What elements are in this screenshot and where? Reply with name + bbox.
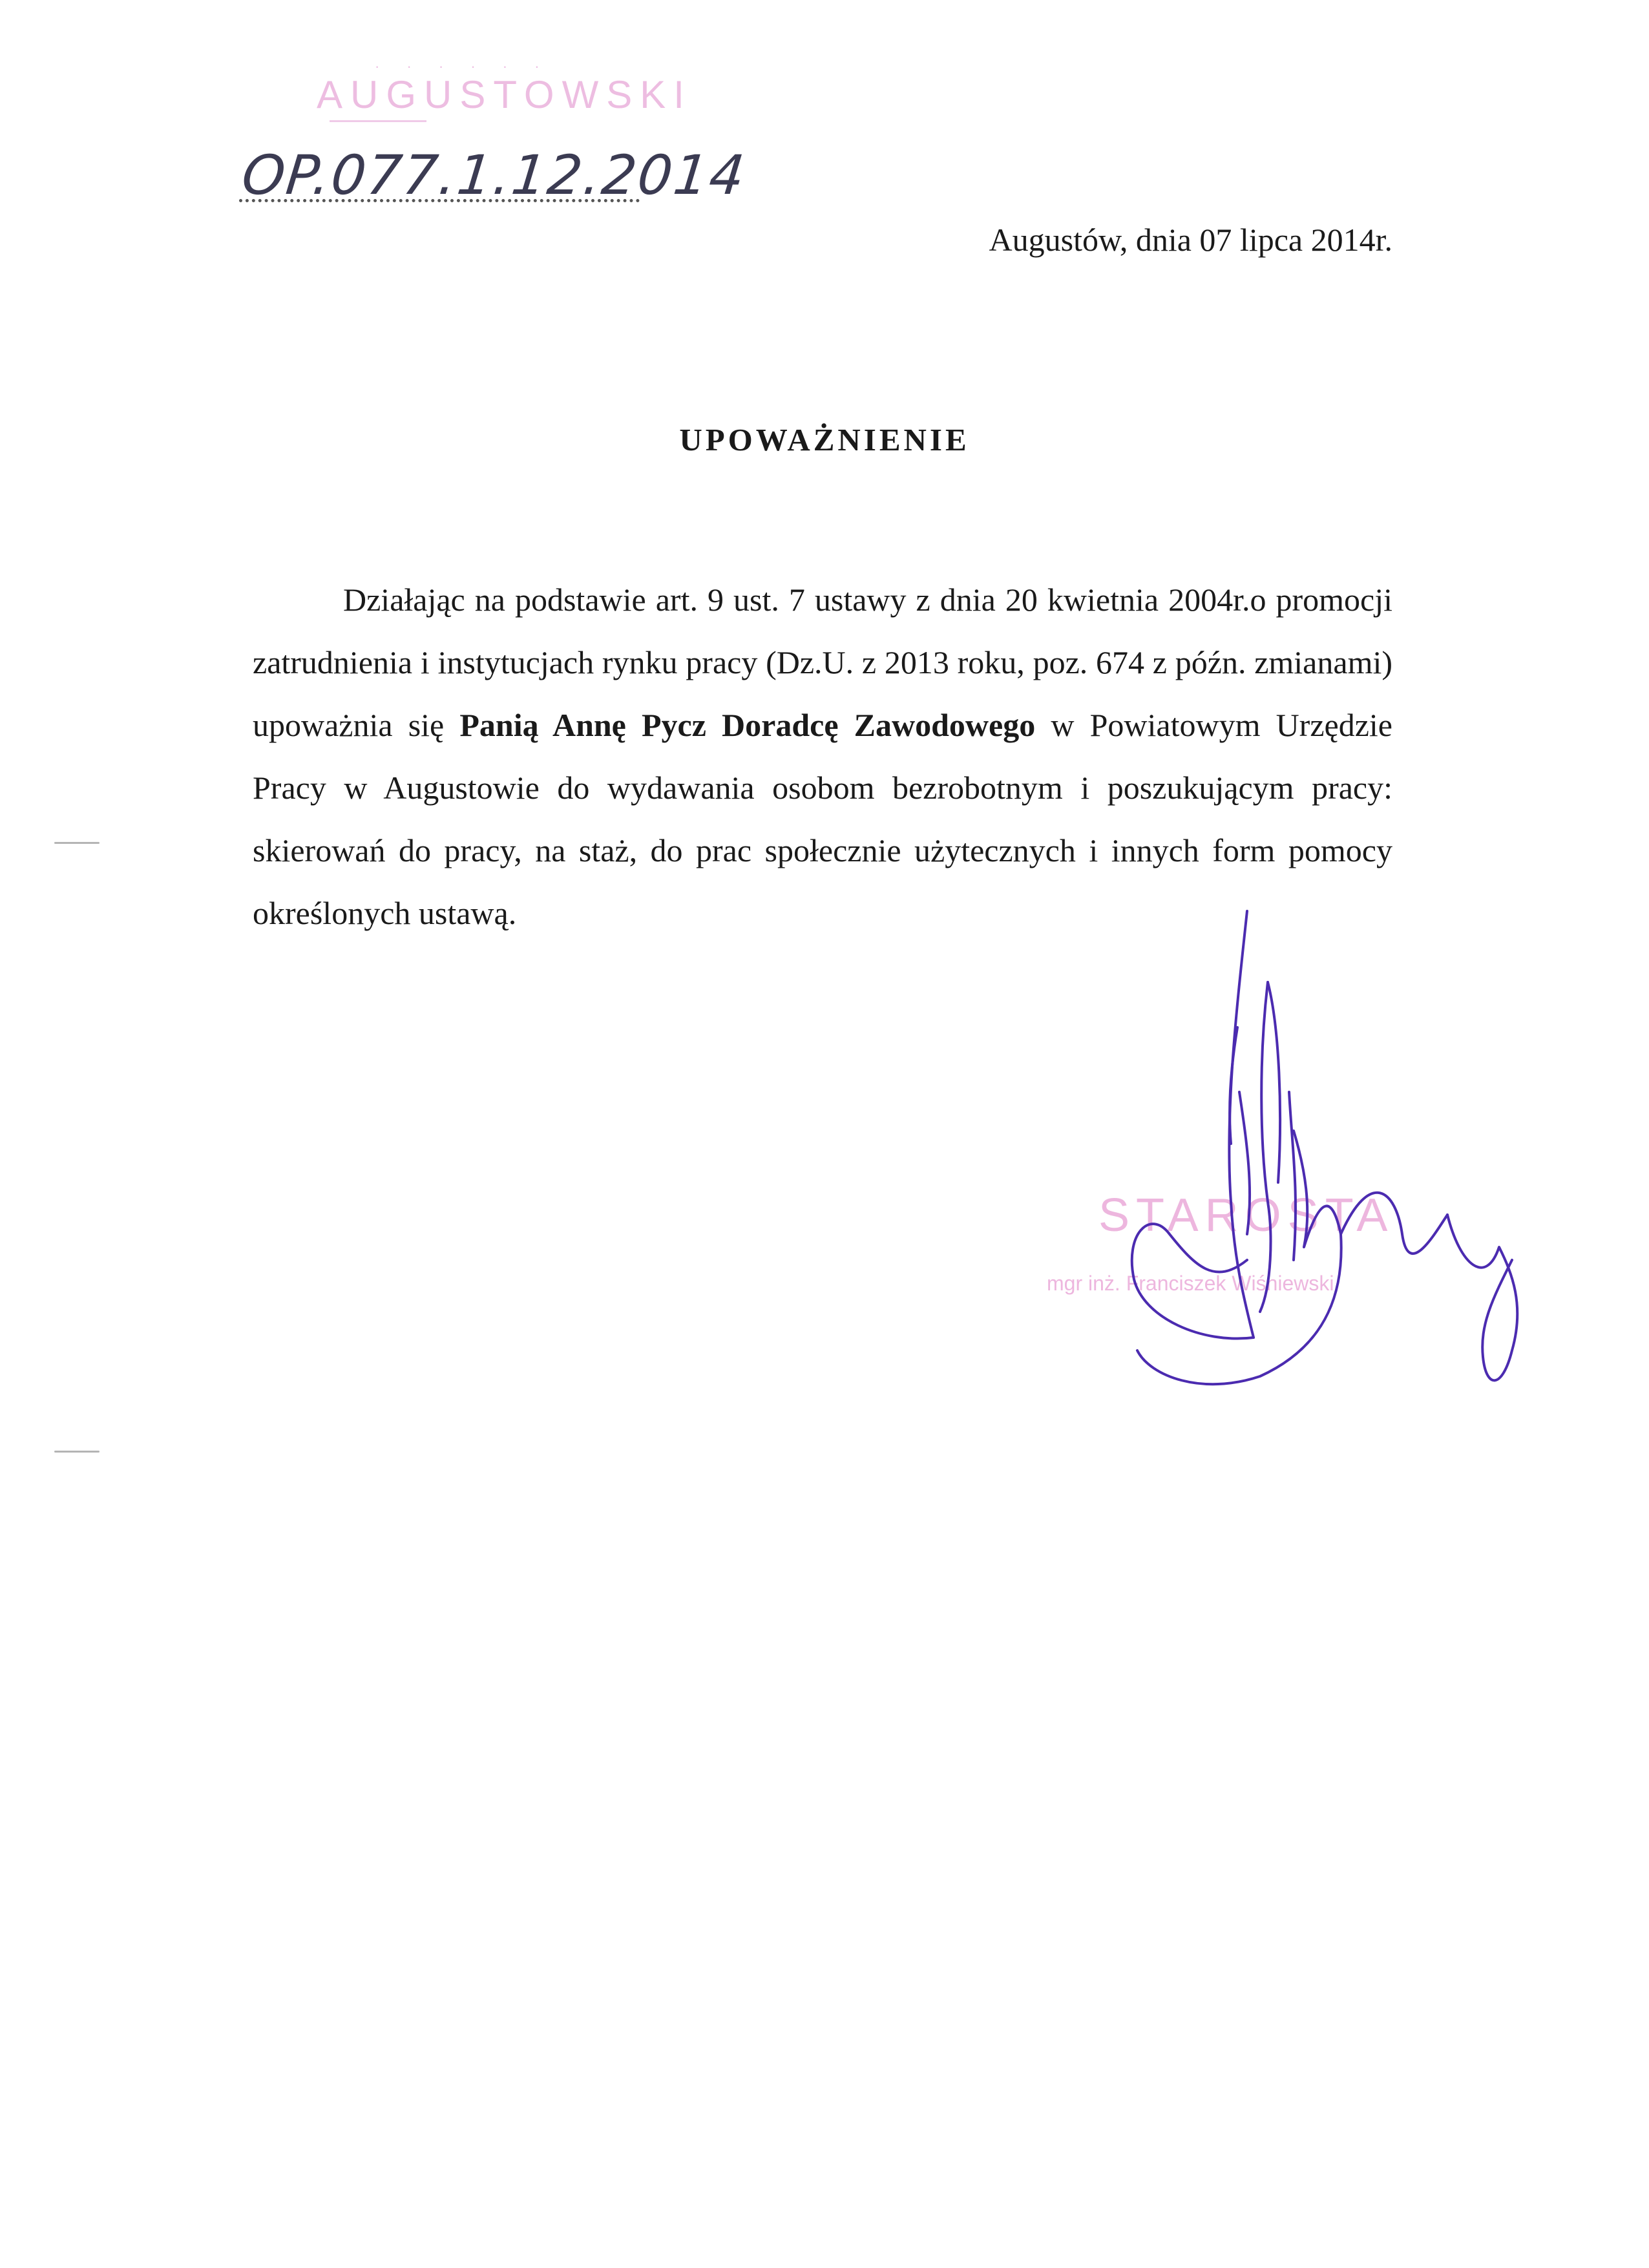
office-stamp-underline — [330, 120, 426, 122]
body-text-part2: w Powiatowym Urzędzie Pracy w Augustowie do wydawania osobom bezrobotnym i poszukującym pracy: skierowań do pracy, na staż, do prac społecznie użytecznych i innych form pomocy określonych ustawą. — [253, 707, 1392, 931]
office-stamp-name: AUGUSTOWSKI — [317, 73, 692, 116]
reference-dotted-line — [239, 199, 640, 202]
handwritten-signature — [1098, 898, 1564, 1402]
body-paragraph — [253, 569, 1392, 945]
signature-stamp-role: STAROSTA — [1098, 1190, 1394, 1241]
document-title: UPOWAŻNIENIE — [679, 422, 970, 457]
signature-stamp-name: mgr inż. Franciszek Wiśniewski — [1047, 1272, 1334, 1295]
body-text-part1: Działając na podstawie art. 9 ust. 7 ustawy z dnia 20 kwietnia 2004r.o promocji zatrudnienia i instytucjach rynku pracy (Dz.U. z 2013 roku, poz. 674 z późn. zmianami) upoważnia się — [253, 582, 1392, 743]
body-text-bold-name: Panią Annę Pycz Doradcę Zawodowego — [459, 707, 1036, 743]
punch-mark-lower — [54, 1451, 100, 1453]
reference-number-text: OP.077.1.12.2014 — [238, 143, 749, 207]
office-stamp-top-line: · · · · · · — [375, 58, 551, 74]
body-text — [253, 569, 1392, 945]
date-line: Augustów, dnia 07 lipca 2014r. — [989, 222, 1392, 258]
office-stamp — [317, 58, 692, 142]
reference-number — [238, 143, 749, 215]
punch-mark-upper — [54, 842, 100, 844]
